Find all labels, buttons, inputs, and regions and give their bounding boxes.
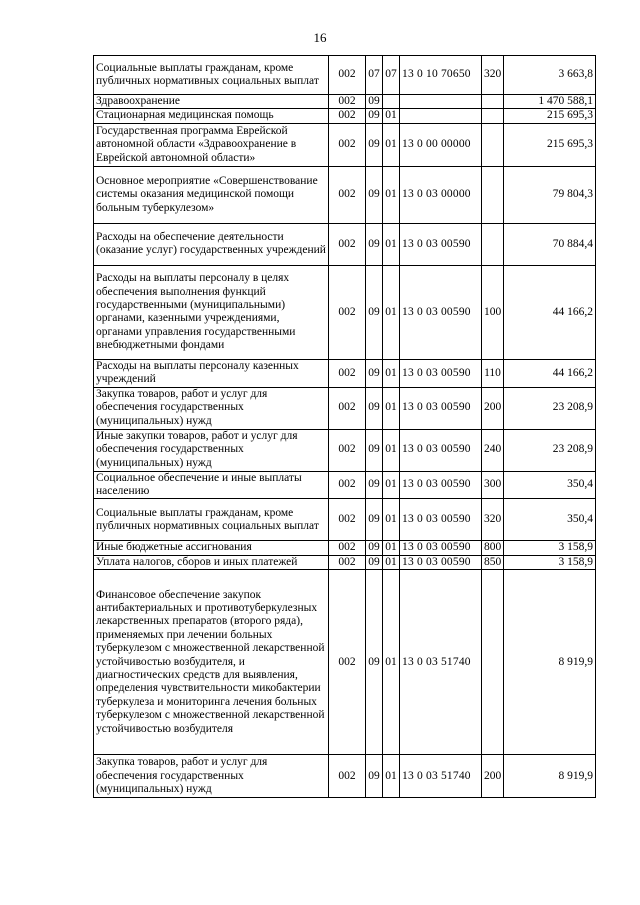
row-amount: 350,4 [504,499,596,541]
row-subsection-code [383,95,400,109]
row-amount: 8 919,9 [504,570,596,755]
row-ved-code: 002 [329,499,366,541]
row-target-article: 13 0 10 70650 [400,56,482,95]
row-amount: 215 695,3 [504,109,596,123]
table-row [94,499,596,541]
row-target-article: 13 0 00 00000 [400,123,482,166]
row-expense-type: 320 [482,56,504,95]
row-amount: 23 208,9 [504,429,596,471]
budget-table [93,55,596,798]
row-subsection-code: 01 [383,755,400,798]
table-row [94,123,596,166]
row-ved-code: 002 [329,265,366,359]
table-row [94,429,596,471]
row-name: Социальные выплаты гражданам, кроме публичных нормативных социальных выплат [94,56,329,95]
row-subsection-code: 01 [383,570,400,755]
row-target-article: 13 0 03 00590 [400,499,482,541]
row-target-article: 13 0 03 00590 [400,429,482,471]
row-ved-code: 002 [329,166,366,223]
row-ved-code: 002 [329,387,366,429]
row-name: Иные закупки товаров, работ и услуг для обеспечения государственных (муниципальных) нужд [94,429,329,471]
table-row [94,570,596,755]
row-name: Социальные выплаты гражданам, кроме публичных нормативных социальных выплат [94,499,329,541]
budget-table-body [94,56,596,798]
row-amount: 44 166,2 [504,359,596,387]
row-ved-code: 002 [329,570,366,755]
row-subsection-code: 01 [383,555,400,569]
table-row [94,555,596,569]
row-subsection-code: 01 [383,166,400,223]
row-name: Государственная программа Еврейской автономной области «Здравоохранение в Еврейской автономной области» [94,123,329,166]
row-expense-type: 320 [482,499,504,541]
row-target-article [400,95,482,109]
row-section-code: 09 [366,387,383,429]
row-ved-code: 002 [329,755,366,798]
row-amount: 215 695,3 [504,123,596,166]
row-section-code: 09 [366,555,383,569]
row-subsection-code: 01 [383,499,400,541]
row-target-article: 13 0 03 00590 [400,359,482,387]
row-expense-type [482,570,504,755]
row-section-code: 09 [366,429,383,471]
table-row [94,56,596,95]
page-number: 16 [313,30,327,45]
row-section-code: 09 [366,123,383,166]
row-expense-type: 110 [482,359,504,387]
row-name: Здравоохранение [94,95,329,109]
row-ved-code: 002 [329,56,366,95]
row-ved-code: 002 [329,95,366,109]
row-target-article: 13 0 03 00590 [400,387,482,429]
row-expense-type: 200 [482,387,504,429]
row-amount: 79 804,3 [504,166,596,223]
row-section-code: 09 [366,166,383,223]
row-target-article: 13 0 03 00590 [400,541,482,555]
row-target-article: 13 0 03 51740 [400,755,482,798]
row-subsection-code: 01 [383,223,400,265]
row-name: Иные бюджетные ассигнования [94,541,329,555]
row-name: Расходы на выплаты персоналу в целях обеспечения выполнения функций государственными (муниципальными) органами, казенными учреждениями, органами управления государственными внебюджетными фондами [94,265,329,359]
table-row [94,359,596,387]
row-section-code: 09 [366,499,383,541]
row-target-article: 13 0 03 00590 [400,223,482,265]
row-target-article: 13 0 03 51740 [400,570,482,755]
row-subsection-code: 07 [383,56,400,95]
row-expense-type: 240 [482,429,504,471]
row-section-code: 09 [366,755,383,798]
table-row [94,265,596,359]
row-target-article: 13 0 03 00590 [400,265,482,359]
row-section-code: 09 [366,223,383,265]
table-row [94,387,596,429]
row-section-code: 09 [366,359,383,387]
row-section-code: 09 [366,541,383,555]
row-subsection-code: 01 [383,471,400,499]
row-name: Основное мероприятие «Совершенствование системы оказания медицинской помощи больным туберкулезом» [94,166,329,223]
row-expense-type [482,123,504,166]
row-subsection-code: 01 [383,123,400,166]
row-section-code: 09 [366,109,383,123]
row-amount: 8 919,9 [504,755,596,798]
row-expense-type [482,95,504,109]
row-amount: 350,4 [504,471,596,499]
row-name: Закупка товаров, работ и услуг для обеспечения государственных (муниципальных) нужд [94,755,329,798]
table-row [94,95,596,109]
row-name: Стационарная медицинская помощь [94,109,329,123]
row-target-article: 13 0 03 00000 [400,166,482,223]
row-expense-type [482,109,504,123]
row-subsection-code: 01 [383,429,400,471]
row-target-article [400,109,482,123]
row-ved-code: 002 [329,541,366,555]
row-amount: 70 884,4 [504,223,596,265]
row-target-article: 13 0 03 00590 [400,471,482,499]
row-subsection-code: 01 [383,541,400,555]
table-row [94,166,596,223]
row-section-code: 09 [366,265,383,359]
row-section-code: 09 [366,95,383,109]
row-section-code: 09 [366,471,383,499]
row-subsection-code: 01 [383,109,400,123]
row-section-code: 07 [366,56,383,95]
row-expense-type: 200 [482,755,504,798]
row-ved-code: 002 [329,109,366,123]
row-expense-type: 100 [482,265,504,359]
row-expense-type [482,223,504,265]
row-amount: 3 663,8 [504,56,596,95]
row-ved-code: 002 [329,471,366,499]
row-name: Социальное обеспечение и иные выплаты населению [94,471,329,499]
row-subsection-code: 01 [383,265,400,359]
table-row [94,541,596,555]
row-amount: 3 158,9 [504,541,596,555]
row-name: Уплата налогов, сборов и иных платежей [94,555,329,569]
row-expense-type: 850 [482,555,504,569]
row-name: Расходы на выплаты персоналу казенных учреждений [94,359,329,387]
row-expense-type: 800 [482,541,504,555]
row-ved-code: 002 [329,359,366,387]
row-subsection-code: 01 [383,359,400,387]
table-row [94,223,596,265]
row-amount: 1 470 588,1 [504,95,596,109]
row-name: Расходы на обеспечение деятельности (оказание услуг) государственных учреждений [94,223,329,265]
row-section-code: 09 [366,570,383,755]
row-ved-code: 002 [329,429,366,471]
row-ved-code: 002 [329,555,366,569]
row-amount: 3 158,9 [504,555,596,569]
row-target-article: 13 0 03 00590 [400,555,482,569]
row-expense-type: 300 [482,471,504,499]
row-expense-type [482,166,504,223]
row-subsection-code: 01 [383,387,400,429]
row-amount: 44 166,2 [504,265,596,359]
row-name: Финансовое обеспечение закупок антибактериальных и противотуберкулезных лекарственных препаратов (второго ряда), применяемых при лечении больных туберкулезом с множественной лекарственной устойчивостью возбудителя, и диагностических средств для выявления, определения чувствительности микобактерии туберкулеза и мониторинга лечения больных туберкулезом с множественной лекарственной устойчивостью возбудителя [94,570,329,755]
row-ved-code: 002 [329,223,366,265]
row-name: Закупка товаров, работ и услуг для обеспечения государственных (муниципальных) нужд [94,387,329,429]
row-ved-code: 002 [329,123,366,166]
table-row [94,471,596,499]
row-amount: 23 208,9 [504,387,596,429]
table-row [94,755,596,798]
table-row [94,109,596,123]
